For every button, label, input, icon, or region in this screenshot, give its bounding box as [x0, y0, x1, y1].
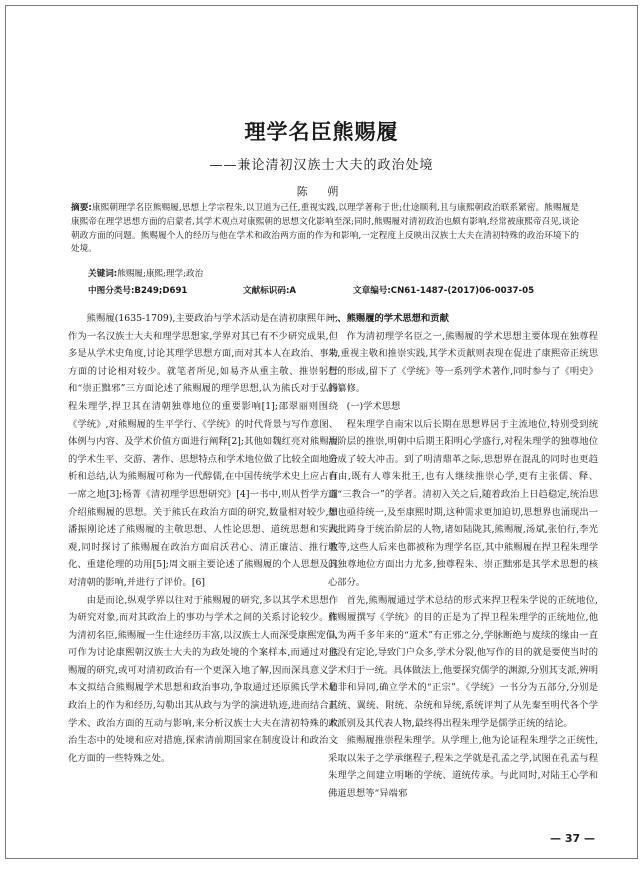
abstract — [71, 202, 579, 257]
journal-page — [5, 5, 638, 859]
paragraph: 程朱理学自南宋以后长期在思想界居于主流地位,特别受到统治阶层的推崇,明朝中后期王阳明心学盛行,对程朱理学的独尊地位造成了较大冲击。到了明清鼎革之际,思想界在混乱的同时也更趋自由,既有人尊朱批王,也有人继续推崇心学,更有主张儒、释、道“三教合一”的学者。清初入关之后,随着政治上日趋稳定,统治思想也亟待统一,及至康熙时期,这种需求更加迫切,思想界也涌现出一大批踌身于统治阶层的人物,诸如陆陇其,熊赐履,汤斌,张伯行,李光地等,这些人后来也都被称为理学名臣,其中熊赐履在捍卫程朱理学的独尊地位方面出力尤多,独尊程朱、崇正黜邪是其学术思想的核心部分。 — [328, 418, 598, 588]
article-number: 文章编号:CN61-1487-(2017)06-0037-05 — [353, 286, 535, 296]
document-code: 文献标识码:A — [243, 286, 297, 296]
keywords-text: 熊赐履;康熙;理学;政治 — [117, 269, 204, 279]
keywords — [88, 268, 203, 281]
paragraph: 熊赐履(1635-1709),主要政治与学术活动是在清初康熙年间,作为一名汉族士大夫和理学思想家,学界对其已有不少研究成果,但多是从学术史角度,讨论其理学思想方面,而对其本人在政治、事功方面的讨论相对较少。就笔者所见,如易齐从重主敬、推崇躬行和“崇正黜邪”三方面论述了熊赐履的理学思想,认为熊氏对于弘扬程朱理学,捍卫其在清朝独尊地位的重要影响[1];邵翠丽则围绕《学统》,对熊赐履的生平学行、《学统》的时代背景与写作意图、体例与内容、及学术价值方面进行阐释[2];其他如魏红亮对熊赐履的学术生平、交游、著作、思想特点和学术地位做了比较全面地分析和总结,认为熊赐履可称为一代醇儒,在中国传统学术史上应占有一席之地[3];杨菁《清初理学思想研究》[4]一书中,则从哲学方面介绍熊赐履的思想。关于熊氏在政治方面的研究,数量相对较少,如潘振刚论述了熊赐履的主敬思想、人性论思想、道统思想和实践观,同时探讨了熊赐履在政治方面启沃君心、清正廉洁、推行教化、重建伦理的功用[5];周文丽主要论述了熊赐履的个人思想及其对清朝的影响,并进行了评价。[6] — [68, 313, 338, 588]
abstract-label: 摘要: — [71, 203, 92, 213]
left-column — [68, 310, 338, 767]
article-subtitle: ——兼论清初汉族士大夫的政治处境 — [209, 158, 434, 173]
right-column — [328, 310, 598, 803]
abstract-text: 康熙朝理学名臣熊赐履,思想上学宗程朱,以卫道为己任,重视实践,以理学著称于世;仕途顺利,且与康熙朝政治联系紧密。熊赐履是康熙帝在理学思想方面的启蒙者,其学术观点对康熙朝的思想文化影响至深;同时,熊赐履对清初政治也颇有影响,经常被康熙帝召见,谈论朝政方面的问题。熊赐履个人的经历与他在学术和政治两方面的作为和影响,一定程度上反映出汉族士大夫在清初特殊的政治环境下的处境。 — [71, 203, 579, 255]
clc-number: 中图分类号:B249;D691 — [88, 286, 188, 296]
paragraph: 首先,熊赐履通过学术总结的形式来捍卫程朱学说的正统地位,熊赐履撰写《学统》的目的正是为了捍卫程朱理学的正统地位,他认为两千多年来的“道术”有正邪之分,学脉断绝与废续的缘由一直也没有定论,导致门户众多,学术分裂,他写作的目的就是要使当时的学术归于一统。具体做法上,他要探究儒学的渊源,分别其支派,辨明是非和异同,确立学术的“正宗”。《学统》一书分为五部分,分别是正统、翼统、附统、杂统和异统,系统评判了从先秦至明代各个学术派别及其代表人物,最终得出程朱理学是儒学正统的结论。 — [328, 594, 598, 729]
keywords-label: 关键词: — [88, 269, 118, 279]
classification-line — [88, 284, 588, 297]
article-title: 理学名臣熊赐履 — [244, 120, 399, 144]
page-number: — 37 — — [550, 832, 595, 845]
section-heading: 一、熊赐履的学术思想和贡献 — [328, 313, 449, 324]
paragraph: 作为清初理学名臣之一,熊赐履的学术思想主要体现在独尊程朱,重视主敬和推崇实践,其学术贡献则表现在促进了康熙帝正统思想的形成,留下了《学统》等一系列学术著作,同时参与了《明史》的纂修。 — [328, 330, 598, 395]
subsection-heading: (一)学术思想 — [346, 400, 401, 412]
paragraph: 熊赐履推崇程朱理学。从学理上,他为论证程朱理学之正统性,采取以朱子之学承继程子,程朱之学就是孔孟之学,试图在孔孟与程朱理学之间建立明晰的学统、道统传承。与此同时,对陆王心学和佛道思想等“异端邪 — [328, 735, 598, 800]
paragraph: 由是而论,纵观学界以往对于熊赐履的研究,多以其学术思想作为研究对象,而对其政治上的事功与学术之间的关系讨论较少。作为清初名臣,熊赐履一生仕途经历丰富,以汉族士人而深受康熙宠信,可作为讨论康熙朝汉族士大夫的为政处境的个案样本,而通过对熊赐履的研究,或可对清初政治有一个更深入地了解,因而深具意义。本文拟结合熊赐履学术思想和政治事功,争取通过还原熊氏学术和政治上的作为和经历,勾勒出其从政与为学的演进轨迹,进而结合其学术、政治方面的互动与影响,来分析汉族士大夫在清初特殊的政治生态中的处境和应对措施,探索清前期国家在制度设计和政治文化方面的一些特殊之处。 — [68, 594, 338, 764]
author-name: 陈 朔 — [296, 185, 347, 198]
